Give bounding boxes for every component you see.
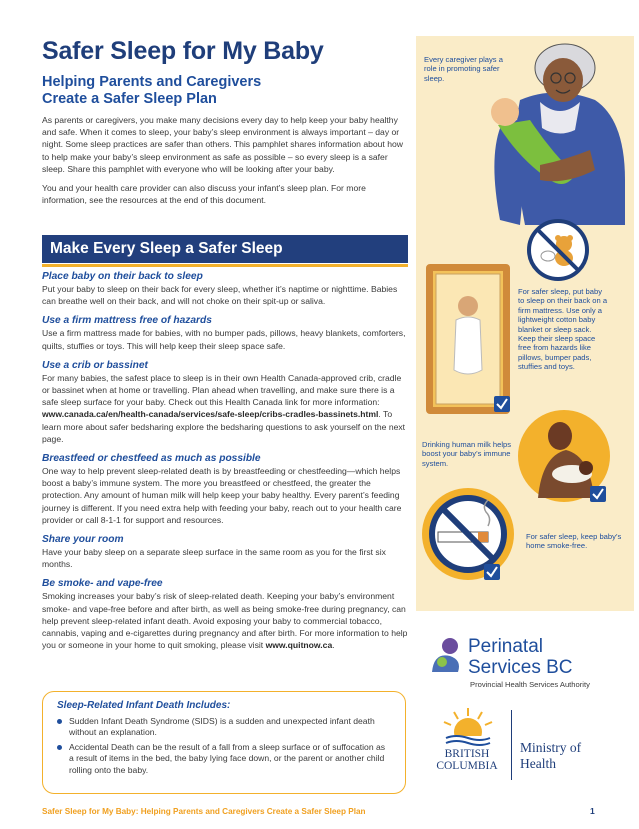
section-smoke-free [42,577,408,651]
section-text [42,590,408,651]
section-text [42,372,408,445]
crib-illustration [424,262,512,420]
section-heading: Be smoke- and vape-free [42,578,163,590]
section-text: Use a firm mattress made for babies, with no bumper pads, pillows, heavy blankets, comforters, quilts, stuffies or toys. This will help keep their sleep space safe. [42,328,406,351]
section-text: Have your baby sleep on a separate sleep surface in the same room as you for the first six months. [42,547,386,570]
no-stuffies-icon [526,218,590,282]
breastfeeding-illustration [516,408,612,504]
no-smoking-icon [420,486,516,582]
list-item [57,716,391,739]
british-columbia-wordmark [430,748,504,772]
perinatal-authority: Provincial Health Services Authority [470,680,590,689]
list-item-text: Accidental Death can be the result of a fall from a sleep surface or of suffocation as a result of items in the bed, the baby lying face down, or the parent or another child rolling onto the baby. [69,741,386,775]
guidelines-list [42,270,408,658]
main-column [42,36,408,206]
grandmother-baby-illustration [480,40,630,230]
quitnow-link[interactable]: www.quitnow.ca [265,640,333,651]
section-text-after: . To learn more about safer bedsharing explore the bedsharing questions to ask yourself on the next page. [42,409,406,444]
perinatal-name-line-1: Perinatal [468,636,543,657]
bc-sun-logo-icon [440,706,496,748]
smoke-caption: For safer sleep, keep baby’s home smoke-free. [526,532,622,551]
section-breastfeed [42,452,408,526]
callout-list [57,716,391,776]
perinatal-name-line-2: Services BC [468,657,573,678]
perinatal-name [468,636,638,678]
ministry-line-2: Health [520,756,556,771]
intro-paragraph-1: As parents or caregivers, you make many decisions every day to help keep your baby healthy and safe. When it comes to sleep, your baby’s sleep environment is always important – day or night. Some sleep practices are safer than others. This pamphlet shares information about how to help make your baby’s sleep environment as safe as possible – so every sleep is a safer sleep. Share this pamphlet with everyone who will be looking after your baby. [42,115,403,174]
subtitle-line-2: Create a Safer Sleep Plan [42,91,217,107]
page-title: Safer Sleep for My Baby [42,37,324,65]
section-heading: Place baby on their back to sleep [42,271,203,282]
section-heading: Use a crib or bassinet [42,359,148,371]
health-canada-link[interactable]: www.canada.ca/en/health-canada/services/safe-sleep/cribs-cradles-bassinets.html [42,409,379,420]
section-heading: Breastfeed or chestfeed as much as possible [42,453,261,465]
callout-box [42,691,406,794]
section-text: One way to help prevent sleep-related death is by breastfeeding or chestfeeding—which helps boost a baby’s immune system. The more you breastfeed or chestfeed, the greater the protection. Any amount of human milk will help keep your baby healthy. Every parent’s feeding journey is different. If you need extra help with feeding your baby, reach out to your health care provider or call 8-1-1 for support and resources. [42,466,402,525]
bullet-icon [57,719,62,724]
section-back-to-sleep [42,270,408,307]
section-text: Put your baby to sleep on their back for every sleep, whether it’s naptime or nighttime. Babies can breathe well on their back, and will not choke on their spit-up or saliva. [42,284,398,307]
perinatal-logo-icon [428,636,464,676]
caregiver-caption: Every caregiver plays a role in promoting safer sleep. [424,55,503,83]
page-subtitle [42,74,408,108]
bullet-icon [57,745,62,750]
callout-heading: Sleep-Related Infant Death Includes: [57,700,231,711]
section-heading: Use a firm mattress free of hazards [42,315,212,327]
section-text-before: Smoking increases your baby’s risk of sleep-related death. Keeping your baby’s environment smoke- and vape-free before and after birth, as well as being smoke-free during pregnancy, can help prevent sleep-related infant death. Avoid exposing your baby to commercial tobacco, cannabis, vaping and e-cigarettes during pregnancy and after birth. For more information to help you or someone in your home to quit smoking, please visit [42,591,408,651]
bc-line-2: COLUMBIA [436,760,498,772]
banner-stripe [42,264,408,267]
section-heading: Share your room [42,534,124,546]
section-crib-bassinet [42,359,408,445]
intro-paragraph-2: You and your health care provider can also discuss your infant’s sleep plan. For more information, see the resources at the end of this document. [42,183,366,206]
section-share-room [42,533,408,570]
perinatal-services-logo [428,636,590,689]
logo-divider [511,710,512,780]
section-text-after: . [332,640,335,651]
ministry-line-1: Ministry of [520,740,582,755]
bc-line-1: BRITISH [444,748,490,760]
crib-caption: For safer sleep, put baby to sleep on their back on a firm mattress. Use only a lightweight cotton baby blanket or sleep sack. Keep their sleep space free from hazards like pillows, bumper pads, stuffies and toys. [518,287,608,372]
milk-caption: Drinking human milk helps boost your baby’s immune system. [422,440,512,468]
page-number: 1 [590,806,595,816]
subtitle-line-1: Helping Parents and Caregivers [42,74,262,90]
footer-text: Safer Sleep for My Baby: Helping Parents and Caregivers Create a Safer Sleep Plan [42,807,366,816]
banner-heading: Make Every Sleep a Safer Sleep [50,240,283,257]
section-banner [42,235,408,263]
ministry-of-health [520,740,581,772]
section-firm-mattress [42,314,408,351]
section-text-before: For many babies, the safest place to sleep is in their own Health Canada-approved crib, cradle or bassinet when at home or travelling. Plan ahead when travelling, and make sure there is a safe sleep surface for your baby. Check out this Health Canada link for more information: [42,372,402,408]
list-item [57,742,391,776]
list-item-text: Sudden Infant Death Syndrome (SIDS) is a sudden and unexpected infant death without an explanation. [69,716,375,738]
